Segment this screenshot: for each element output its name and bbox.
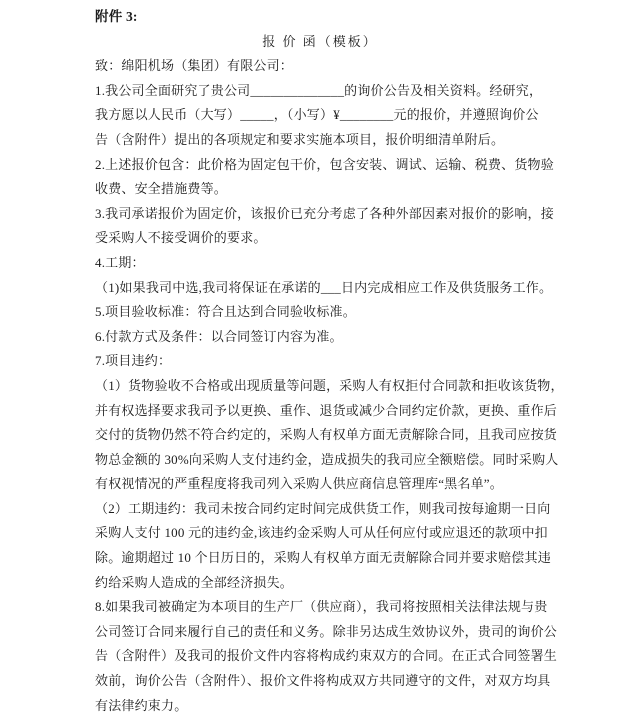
doc-line: 交付的货物仍然不符合约定的，采购人有权单方面无责解除合同，且我司应按货 [95,427,558,443]
addressee-line: 致：绵阳机场（集团）有限公司： [95,58,294,74]
doc-line: 公司签订合同来履行自己的责任和义务。除非另达成生效协议外，贵司的询价公 [95,623,558,639]
doc-line: 收费、安全措施费等。 [95,181,228,197]
doc-line: 1.我公司全面研究了贵公司______________的询价公告及相关资料。经研究， [95,82,543,98]
doc-line: 3.我司承诺报价为固定价，该报价已充分考虑了各种外部因素对报价的影响，接 [95,205,554,221]
doc-line: 2.上述报价包含：此价格为固定包干价，包含安装、调试、运输、税费、货物验 [95,156,554,172]
doc-line: 7.项目违约： [95,353,172,369]
doc-line: 有法律约束力。 [95,697,188,713]
doc-line: 告（含附件）提出的各项规定和要求实施本项目，报价明细清单附后。 [95,131,505,147]
doc-line: （1)如果我司中选,我司将保证在承诺的___日内完成相应工作及供货服务工作。 [95,279,553,295]
doc-line: 采购人支付 100 元的违约金,该违约金采购人可从任何应付或应退还的款项中扣 [95,525,548,541]
doc-line: 8.如果我司被确定为本项目的生产厂（供应商），我司将按照相关法律法规与贵 [95,599,548,615]
doc-line: 有权视情况的严重程度将我司列入采购人供应商信息管理库“黑名单”。 [95,476,503,492]
doc-line: 4.工期： [95,254,145,270]
doc-line: 约给采购人造成的全部经济损失。 [95,574,294,590]
doc-line: 效前，询价公告（含附件）、报价文件将构成双方共同遵守的文件，对双方均具 [95,673,551,689]
doc-line: 5.项目验收标准：符合且达到合同验收标准。 [95,304,356,320]
doc-title: 报 价 函（模板） [262,33,378,49]
doc-line: 告（含附件）及我司的报价文件内容将构成约束双方的合同。在正式合同签署生 [95,648,558,664]
attachment-label: 附件 3: [95,9,138,24]
doc-line: 并有权选择要求我司予以更换、重作、退货或减少合同约定价款，更换、重作后 [95,402,558,418]
doc-line: 物总金额的 30%向采购人支付违约金，造成损失的我司应全额赔偿。同时采购人 [95,451,559,467]
doc-line: （1）货物验收不合格或出现质量等问题，采购人有权拒付合同款和拒收该货物， [95,377,564,393]
doc-line: 受采购人不接受调价的要求。 [95,230,267,246]
doc-line: （2）工期违约：我司未按合同约定时间完成供货工作，则我司按每逾期一日向 [95,500,551,516]
quotation-letter [95,5,564,718]
doc-line: 除。逾期超过 10 个日历日的，采购人有权单方面无责解除合同并要求赔偿其违 [95,550,551,566]
doc-line: 6.付款方式及条件：以合同签订内容为准。 [95,328,343,344]
doc-line: 我方愿以人民币（大写）_____，（小写）¥________元的报价，并遵照询价公 [95,107,539,123]
